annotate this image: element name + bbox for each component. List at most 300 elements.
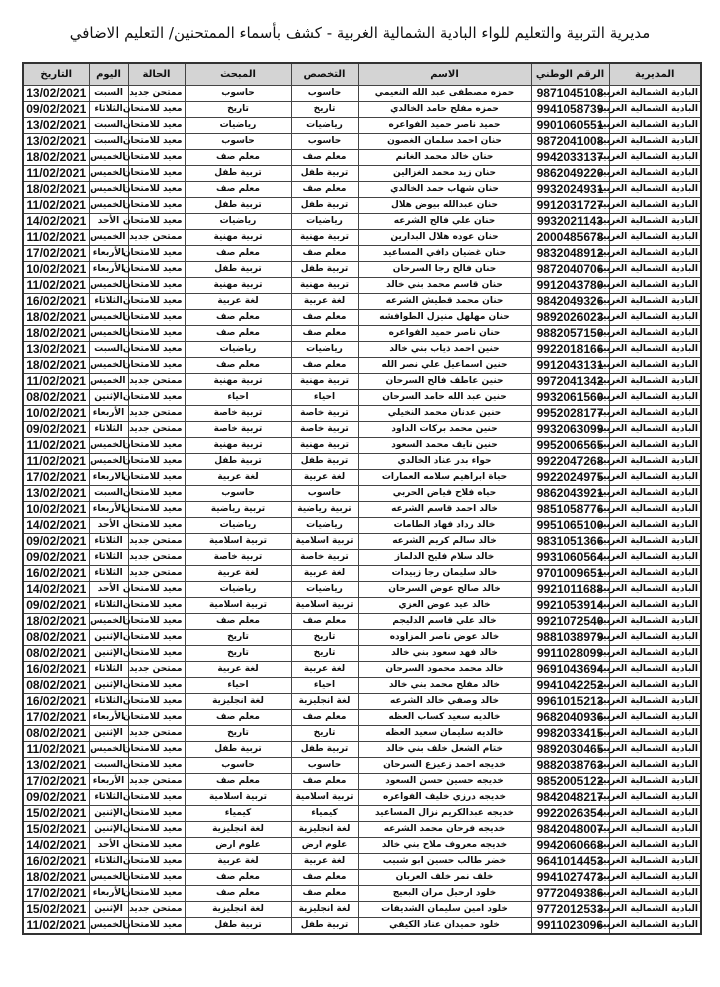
table-row	[23, 614, 701, 630]
cell-subject: تربية طفل	[185, 198, 291, 214]
table-row	[23, 262, 701, 278]
cell-date: 08/02/2021	[23, 726, 89, 742]
table-row	[23, 646, 701, 662]
table-row	[23, 582, 701, 598]
cell-day: الثلاثاء	[89, 854, 128, 870]
cell-name: خالد علي قاسم الدليجم	[358, 614, 531, 630]
cell-name: خالد فهد سعود بني خالد	[358, 646, 531, 662]
cell-national-id: 9972041342	[531, 374, 609, 390]
cell-day: السبت	[89, 758, 128, 774]
cell-day: السبت	[89, 86, 128, 102]
table-row	[23, 886, 701, 902]
cell-directorate: البادية الشمالية الغربية	[609, 838, 701, 854]
cell-subject: تربية طفل	[185, 262, 291, 278]
cell-day: الخميس	[89, 374, 128, 390]
cell-name: حنين نايف محمد السعود	[358, 438, 531, 454]
cell-national-id: 9941027473	[531, 870, 609, 886]
cell-specialization: علوم ارض	[291, 838, 358, 854]
cell-date: 08/02/2021	[23, 390, 89, 406]
cell-subject: لغة عربية	[185, 854, 291, 870]
cell-national-id: 9842049326	[531, 294, 609, 310]
cell-national-id: 9942060668	[531, 838, 609, 854]
header-name: الاسم	[358, 63, 531, 86]
table-row	[23, 902, 701, 918]
cell-date: 09/02/2021	[23, 550, 89, 566]
cell-directorate: البادية الشمالية الغربية	[609, 486, 701, 502]
cell-status: معيد للامتحان	[128, 454, 185, 470]
cell-directorate: البادية الشمالية الغربية	[609, 598, 701, 614]
cell-status: معيد للامتحان	[128, 134, 185, 150]
cell-subject: معلم صف	[185, 246, 291, 262]
cell-specialization: تربية خاصة	[291, 406, 358, 422]
cell-subject: معلم صف	[185, 774, 291, 790]
cell-national-id: 9872041008	[531, 134, 609, 150]
table-row	[23, 566, 701, 582]
cell-date: 09/02/2021	[23, 534, 89, 550]
cell-day: السبت	[89, 486, 128, 502]
cell-directorate: البادية الشمالية الغربية	[609, 118, 701, 134]
cell-day: الثلاثاء	[89, 598, 128, 614]
cell-name: خديجه احمد زعيزع السرحان	[358, 758, 531, 774]
cell-directorate: البادية الشمالية الغربية	[609, 86, 701, 102]
cell-status: ممتحن جديد	[128, 374, 185, 390]
cell-date: 13/02/2021	[23, 134, 89, 150]
cell-specialization: تربية خاصة	[291, 422, 358, 438]
cell-subject: معلم صف	[185, 710, 291, 726]
table-row	[23, 598, 701, 614]
cell-directorate: البادية الشمالية الغربية	[609, 422, 701, 438]
cell-date: 11/02/2021	[23, 918, 89, 935]
cell-name: خالد مفلح محمد بني خالد	[358, 678, 531, 694]
cell-national-id: 9921072540	[531, 614, 609, 630]
table-row	[23, 182, 701, 198]
cell-national-id: 9892026023	[531, 310, 609, 326]
cell-national-id: 9772049386	[531, 886, 609, 902]
cell-directorate: البادية الشمالية الغربية	[609, 262, 701, 278]
table-row	[23, 726, 701, 742]
cell-day: الأربعاء	[89, 262, 128, 278]
table-row	[23, 534, 701, 550]
cell-date: 17/02/2021	[23, 470, 89, 486]
cell-day: الثلاثاء	[89, 534, 128, 550]
cell-status: معيد للامتحان	[128, 838, 185, 854]
cell-specialization: معلم صف	[291, 710, 358, 726]
table-row	[23, 758, 701, 774]
cell-specialization: رياضيات	[291, 582, 358, 598]
table-row	[23, 630, 701, 646]
cell-status: معيد للامتحان	[128, 870, 185, 886]
cell-directorate: البادية الشمالية الغربية	[609, 790, 701, 806]
cell-day: الخميس	[89, 358, 128, 374]
table-row	[23, 502, 701, 518]
cell-name: خالد صالح عوض السرحان	[358, 582, 531, 598]
cell-national-id: 9862049220	[531, 166, 609, 182]
cell-subject: تربية طفل	[185, 166, 291, 182]
table-row	[23, 550, 701, 566]
table-row	[23, 102, 701, 118]
cell-date: 18/02/2021	[23, 150, 89, 166]
cell-date: 14/02/2021	[23, 214, 89, 230]
cell-directorate: البادية الشمالية الغربية	[609, 886, 701, 902]
cell-national-id: 9871045108	[531, 86, 609, 102]
cell-national-id: 2000485678	[531, 230, 609, 246]
cell-directorate: البادية الشمالية الغربية	[609, 470, 701, 486]
cell-name: حنان فالح رجا السرحان	[358, 262, 531, 278]
cell-date: 11/02/2021	[23, 374, 89, 390]
cell-status: معيد للامتحان	[128, 678, 185, 694]
header-day: اليوم	[89, 63, 128, 86]
cell-day: الأربعاء	[89, 710, 128, 726]
cell-name: حنان زيد محمد الغزالين	[358, 166, 531, 182]
cell-status: معيد للامتحان	[128, 102, 185, 118]
cell-name: حمزه مفلح حامد الخالدي	[358, 102, 531, 118]
cell-status: معيد للامتحان	[128, 790, 185, 806]
cell-national-id: 9772012533	[531, 902, 609, 918]
cell-day: الأربعاء	[89, 774, 128, 790]
table-row	[23, 310, 701, 326]
cell-date: 13/02/2021	[23, 118, 89, 134]
header-date: التاريخ	[23, 63, 89, 86]
table-row	[23, 294, 701, 310]
cell-status: معيد للامتحان	[128, 518, 185, 534]
cell-specialization: تاريخ	[291, 726, 358, 742]
cell-specialization: تربية خاصة	[291, 550, 358, 566]
cell-name: خديجه فرحان محمد الشرعه	[358, 822, 531, 838]
cell-status: معيد للامتحان	[128, 310, 185, 326]
cell-subject: تاريخ	[185, 102, 291, 118]
cell-status: ممتحن جديد	[128, 774, 185, 790]
cell-directorate: البادية الشمالية الغربية	[609, 198, 701, 214]
cell-day: الأحد	[89, 518, 128, 534]
cell-date: 10/02/2021	[23, 502, 89, 518]
cell-status: معيد للامتحان	[128, 630, 185, 646]
cell-specialization: رياضيات	[291, 342, 358, 358]
cell-name: حميد ناصر حميد الفواعره	[358, 118, 531, 134]
cell-directorate: البادية الشمالية الغربية	[609, 678, 701, 694]
cell-day: الخميس	[89, 278, 128, 294]
cell-specialization: تاريخ	[291, 630, 358, 646]
cell-name: خلود امين سليمان الشديفات	[358, 902, 531, 918]
table-row	[23, 374, 701, 390]
cell-name: حنان خالد محمد الغانم	[358, 150, 531, 166]
cell-subject: معلم صف	[185, 886, 291, 902]
cell-day: الثلاثاء	[89, 422, 128, 438]
cell-status: ممتحن جديد	[128, 86, 185, 102]
cell-day: الإثنين	[89, 902, 128, 918]
cell-directorate: البادية الشمالية الغربية	[609, 502, 701, 518]
cell-specialization: لغة عربية	[291, 662, 358, 678]
cell-date: 09/02/2021	[23, 422, 89, 438]
cell-directorate: البادية الشمالية الغربية	[609, 438, 701, 454]
cell-status: معيد للامتحان	[128, 918, 185, 935]
cell-name: خالد سالم كريم الشرعه	[358, 534, 531, 550]
cell-subject: رياضيات	[185, 582, 291, 598]
cell-name: حمزه مصطفى عبد الله النعيمي	[358, 86, 531, 102]
table-row	[23, 486, 701, 502]
table-row	[23, 118, 701, 134]
cell-status: معيد للامتحان	[128, 358, 185, 374]
cell-directorate: البادية الشمالية الغربية	[609, 614, 701, 630]
cell-day: الخميس	[89, 614, 128, 630]
cell-specialization: تربية مهنية	[291, 278, 358, 294]
table-row	[23, 134, 701, 150]
cell-status: معيد للامتحان	[128, 182, 185, 198]
cell-specialization: تربية اسلامية	[291, 790, 358, 806]
cell-name: حنين عاطف فالح السرحان	[358, 374, 531, 390]
cell-date: 16/02/2021	[23, 566, 89, 582]
table-row	[23, 230, 701, 246]
cell-name: خلود حميدان عناد الكيفي	[358, 918, 531, 935]
cell-name: خالديه سعيد كساب العظه	[358, 710, 531, 726]
cell-date: 15/02/2021	[23, 806, 89, 822]
cell-national-id: 9912043780	[531, 278, 609, 294]
table-row	[23, 214, 701, 230]
cell-directorate: البادية الشمالية الغربية	[609, 758, 701, 774]
cell-subject: تاريخ	[185, 646, 291, 662]
cell-directorate: البادية الشمالية الغربية	[609, 246, 701, 262]
cell-name: خديجه معروف ملاح بني خالد	[358, 838, 531, 854]
cell-specialization: معلم صف	[291, 774, 358, 790]
cell-national-id: 9951065100	[531, 518, 609, 534]
cell-date: 15/02/2021	[23, 902, 89, 918]
cell-subject: لغة عربية	[185, 566, 291, 582]
cell-date: 17/02/2021	[23, 246, 89, 262]
cell-day: الإثنين	[89, 390, 128, 406]
table-row	[23, 854, 701, 870]
cell-specialization: تربية طفل	[291, 198, 358, 214]
cell-specialization: معلم صف	[291, 150, 358, 166]
cell-subject: معلم صف	[185, 310, 291, 326]
cell-national-id: 9921053914	[531, 598, 609, 614]
cell-specialization: معلم صف	[291, 886, 358, 902]
cell-subject: تربية طفل	[185, 742, 291, 758]
cell-national-id: 9921011688	[531, 582, 609, 598]
cell-status: معيد للامتحان	[128, 198, 185, 214]
cell-name: خضر طالب حسين ابو شبيب	[358, 854, 531, 870]
cell-specialization: كيمياء	[291, 806, 358, 822]
cell-day: السبت	[89, 134, 128, 150]
cell-specialization: رياضيات	[291, 118, 358, 134]
cell-subject: لغة عربية	[185, 294, 291, 310]
header-specialization: التخصص	[291, 63, 358, 86]
cell-day: الخميس	[89, 198, 128, 214]
cell-national-id: 9882038763	[531, 758, 609, 774]
cell-national-id: 9932021143	[531, 214, 609, 230]
cell-name: خديجه عبدالكريم نزال المساعيد	[358, 806, 531, 822]
cell-subject: تربية اسلامية	[185, 790, 291, 806]
cell-national-id: 9842048217	[531, 790, 609, 806]
table-row	[23, 406, 701, 422]
cell-national-id: 9892030465	[531, 742, 609, 758]
cell-name: حنان عوده هلال البدارين	[358, 230, 531, 246]
cell-status: معيد للامتحان	[128, 342, 185, 358]
cell-specialization: معلم صف	[291, 246, 358, 262]
cell-specialization: تربية طفل	[291, 454, 358, 470]
table-row	[23, 342, 701, 358]
cell-name: خالد عوض ناصر المزاوده	[358, 630, 531, 646]
cell-name: حنان ناصر حميد الفواعره	[358, 326, 531, 342]
table-row	[23, 838, 701, 854]
cell-national-id: 9872040706	[531, 262, 609, 278]
table-row	[23, 454, 701, 470]
cell-date: 16/02/2021	[23, 662, 89, 678]
cell-day: الخميس	[89, 742, 128, 758]
cell-status: معيد للامتحان	[128, 646, 185, 662]
cell-specialization: لغة عربية	[291, 566, 358, 582]
cell-status: معيد للامتحان	[128, 294, 185, 310]
cell-day: الخميس	[89, 230, 128, 246]
cell-directorate: البادية الشمالية الغربية	[609, 630, 701, 646]
cell-directorate: البادية الشمالية الغربية	[609, 710, 701, 726]
cell-name: حنان محمد قطيش الشرعه	[358, 294, 531, 310]
cell-national-id: 9961015213	[531, 694, 609, 710]
cell-name: حنين محمد بركات الداود	[358, 422, 531, 438]
cell-name: حياة ابراهيم سلامه العمارات	[358, 470, 531, 486]
cell-day: الإثنين	[89, 646, 128, 662]
table-row	[23, 150, 701, 166]
cell-specialization: معلم صف	[291, 326, 358, 342]
cell-date: 18/02/2021	[23, 870, 89, 886]
table-header-row	[23, 63, 701, 86]
cell-subject: كيمياء	[185, 806, 291, 822]
cell-day: السبت	[89, 118, 128, 134]
cell-status: معيد للامتحان	[128, 390, 185, 406]
cell-date: 13/02/2021	[23, 486, 89, 502]
cell-specialization: حاسوب	[291, 134, 358, 150]
cell-status: معيد للامتحان	[128, 710, 185, 726]
cell-date: 08/02/2021	[23, 646, 89, 662]
cell-directorate: البادية الشمالية الغربية	[609, 870, 701, 886]
cell-specialization: تربية مهنية	[291, 438, 358, 454]
cell-day: الثلاثاء	[89, 662, 128, 678]
cell-day: الأربعاء	[89, 406, 128, 422]
cell-name: خالديه سليمان سعيد العظه	[358, 726, 531, 742]
cell-national-id: 9641014453	[531, 854, 609, 870]
table-row	[23, 822, 701, 838]
cell-date: 18/02/2021	[23, 326, 89, 342]
cell-day: الإثنين	[89, 806, 128, 822]
cell-status: معيد للامتحان	[128, 598, 185, 614]
cell-subject: رياضيات	[185, 342, 291, 358]
cell-national-id: 9682040936	[531, 710, 609, 726]
cell-specialization: معلم صف	[291, 358, 358, 374]
cell-specialization: احياء	[291, 678, 358, 694]
cell-specialization: لغة عربية	[291, 294, 358, 310]
cell-directorate: البادية الشمالية الغربية	[609, 374, 701, 390]
cell-specialization: معلم صف	[291, 870, 358, 886]
cell-national-id: 9931060564	[531, 550, 609, 566]
cell-name: حنان مهلهل منيزل الطوافشه	[358, 310, 531, 326]
cell-subject: تربية طفل	[185, 454, 291, 470]
cell-directorate: البادية الشمالية الغربية	[609, 742, 701, 758]
cell-status: معيد للامتحان	[128, 502, 185, 518]
cell-day: الأحد	[89, 838, 128, 854]
header-national-id: الرقم الوطني	[531, 63, 609, 86]
cell-specialization: تربية اسلامية	[291, 534, 358, 550]
table-row	[23, 166, 701, 182]
cell-subject: تربية رياضية	[185, 502, 291, 518]
cell-subject: معلم صف	[185, 870, 291, 886]
cell-specialization: لغة انجليزية	[291, 902, 358, 918]
cell-name: ختام الشعل خلف بني خالد	[358, 742, 531, 758]
cell-date: 16/02/2021	[23, 294, 89, 310]
table-row	[23, 390, 701, 406]
cell-subject: تربية خاصة	[185, 422, 291, 438]
cell-subject: معلم صف	[185, 182, 291, 198]
table-row	[23, 918, 701, 935]
cell-day: الثلاثاء	[89, 294, 128, 310]
cell-date: 11/02/2021	[23, 198, 89, 214]
table-row	[23, 678, 701, 694]
cell-national-id: 9862043921	[531, 486, 609, 502]
cell-directorate: البادية الشمالية الغربية	[609, 390, 701, 406]
table-row	[23, 806, 701, 822]
cell-subject: علوم ارض	[185, 838, 291, 854]
table-row	[23, 790, 701, 806]
cell-specialization: تربية طفل	[291, 742, 358, 758]
cell-national-id: 9912031727	[531, 198, 609, 214]
cell-directorate: البادية الشمالية الغربية	[609, 694, 701, 710]
cell-directorate: البادية الشمالية الغربية	[609, 582, 701, 598]
cell-day: الخميس	[89, 438, 128, 454]
cell-directorate: البادية الشمالية الغربية	[609, 230, 701, 246]
cell-name: خالد سلام فليح الدلماز	[358, 550, 531, 566]
cell-specialization: لغة انجليزية	[291, 822, 358, 838]
cell-day: الخميس	[89, 454, 128, 470]
cell-status: معيد للامتحان	[128, 822, 185, 838]
cell-subject: رياضيات	[185, 118, 291, 134]
cell-subject: تربية خاصة	[185, 550, 291, 566]
cell-subject: احياء	[185, 678, 291, 694]
cell-directorate: البادية الشمالية الغربية	[609, 150, 701, 166]
cell-subject: حاسوب	[185, 486, 291, 502]
cell-national-id: 9922026354	[531, 806, 609, 822]
cell-specialization: لغة عربية	[291, 854, 358, 870]
cell-national-id: 9851058776	[531, 502, 609, 518]
cell-name: خالد احمد قاسم الشرعه	[358, 502, 531, 518]
cell-national-id: 9922018166	[531, 342, 609, 358]
table-row	[23, 518, 701, 534]
cell-date: 17/02/2021	[23, 774, 89, 790]
cell-subject: معلم صف	[185, 326, 291, 342]
cell-directorate: البادية الشمالية الغربية	[609, 214, 701, 230]
header-subject: المبحث	[185, 63, 291, 86]
cell-directorate: البادية الشمالية الغربية	[609, 566, 701, 582]
cell-specialization: رياضيات	[291, 214, 358, 230]
table-row	[23, 662, 701, 678]
cell-date: 13/02/2021	[23, 758, 89, 774]
document-title: مديرية التربية والتعليم للواء البادية الشمالية الغربية - كشف بأسماء الممتحنين/ التعليم الاضافي	[69, 24, 651, 42]
cell-subject: تاريخ	[185, 726, 291, 742]
cell-name: حواء بدر عناد الخالدي	[358, 454, 531, 470]
cell-national-id: 9952028177	[531, 406, 609, 422]
cell-name: خديجه حسين حسن السعود	[358, 774, 531, 790]
cell-specialization: تربية طفل	[291, 166, 358, 182]
cell-date: 18/02/2021	[23, 182, 89, 198]
cell-status: معيد للامتحان	[128, 854, 185, 870]
cell-status: معيد للامتحان	[128, 886, 185, 902]
cell-status: معيد للامتحان	[128, 806, 185, 822]
cell-subject: معلم صف	[185, 614, 291, 630]
cell-subject: تربية اسلامية	[185, 534, 291, 550]
cell-subject: لغة عربية	[185, 470, 291, 486]
cell-directorate: البادية الشمالية الغربية	[609, 342, 701, 358]
cell-date: 13/02/2021	[23, 342, 89, 358]
table-row	[23, 278, 701, 294]
cell-status: معيد للامتحان	[128, 582, 185, 598]
cell-day: الأربعاء	[89, 502, 128, 518]
cell-status: معيد للامتحان	[128, 694, 185, 710]
